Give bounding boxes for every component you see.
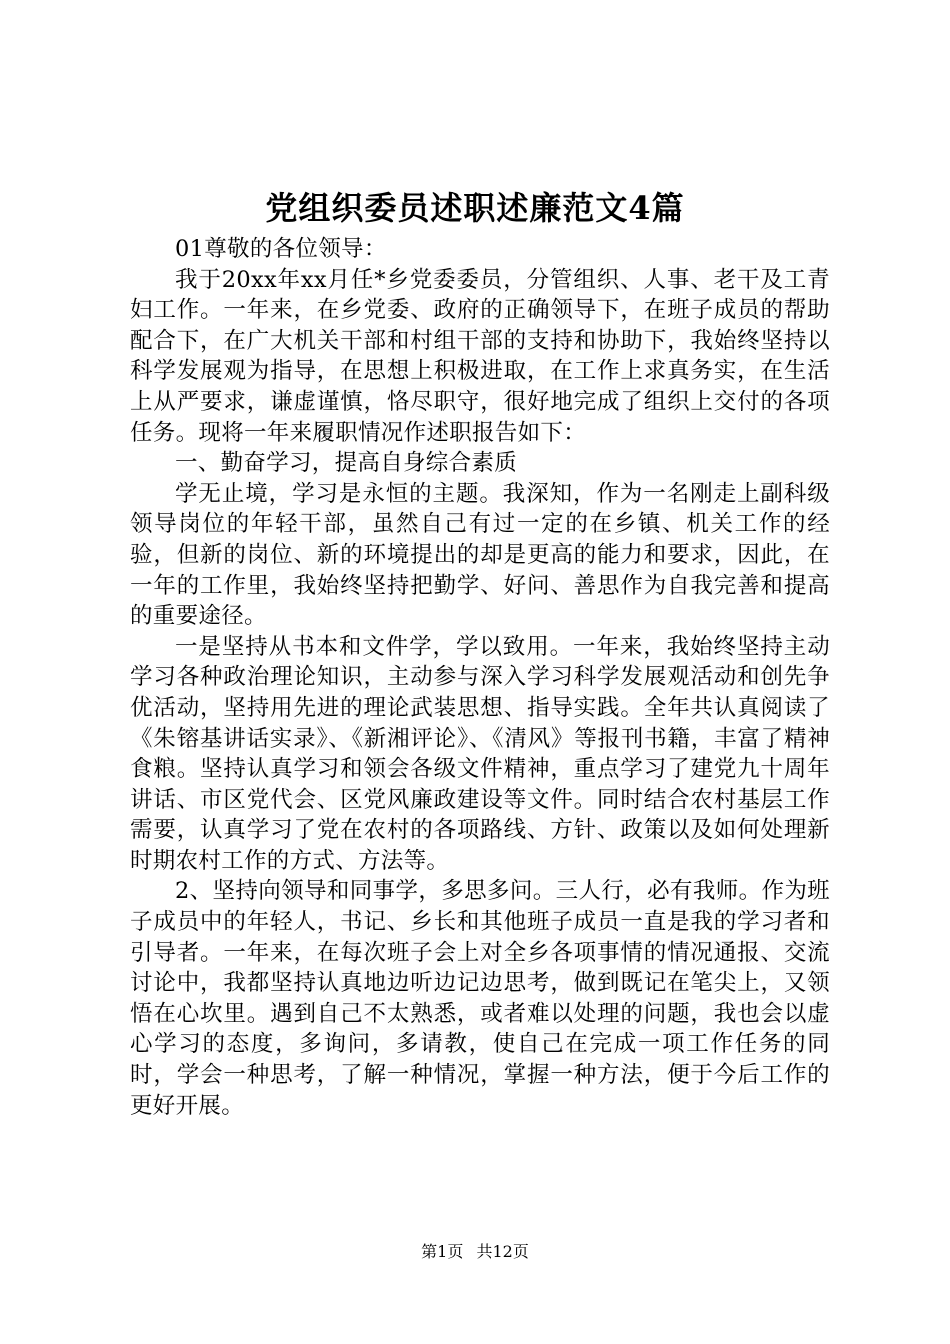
paragraph-intro: 我于20xx年xx月任*乡党委委员，分管组织、人事、老干及工青妇工作。一年来，在乡党委、政府的正确领导下，在班子成员的帮助配合下，在广大机关干部和村组干部的支持和协助下，我始终坚持以科学发展观为指导，在思想上积极进取，在工作上求真务实，在生活上从严要求，谦虚谨慎，恪尽职守，很好地完成了组织上交付的各项任务。现将一年来履职情况作述职报告如下： [130,266,830,446]
section-heading: 一、勤奋学习，提高自身综合素质 [175,450,518,477]
paragraph-study: 学无止境，学习是永恒的主题。我深知，作为一名刚走上副科级领导岗位的年轻干部，虽然自己有过一定的在乡镇、机关工作的经验，但新的岗位、新的环境提出的却是更高的能力和要求，因此，在一年的工作里，我始终坚持把勤学、好问、善思作为自我完善和提高的重要途径。 [130,480,830,630]
document-title: 党组织委员述职述廉范文4篇 [265,189,685,227]
page-footer [0,1240,950,1264]
page-number-total: 共12页 [476,1242,529,1261]
paragraph-books: 一是坚持从书本和文件学，学以致用。一年来，我始终坚持主动学习各种政治理论知识，主动参与深入学习科学发展观活动和创先争优活动，坚持用先进的理论武装思想、指导实践。全年共认真阅读了《朱镕基讲话实录》、《新湘评论》、《清风》等报刊书籍，丰富了精神食粮。坚持认真学习和领会各级文件精神，重点学习了建党九十周年讲话、市区党代会、区党风廉政建设等文件。同时结合农村基层工作需要，认真学习了党在农村的各项路线、方针、政策以及如何处理新时期农村工作的方式、方法等。 [130,633,830,874]
paragraph-salutation: 01尊敬的各位领导： [175,236,387,262]
page-number-current: 第1页 [421,1242,464,1261]
paragraph-colleagues: 2、坚持向领导和同事学，多思多问。三人行，必有我师。作为班子成员中的年轻人，书记、乡长和其他班子成员一直是我的学习者和引导者。一年来，在每次班子会上对全乡各项事情的情况通报、交流讨论中，我都坚持认真地边听边记边思考，做到既记在笔尖上，又领悟在心坎里。遇到自己不太熟悉，或者难以处理的问题，我也会以虚心学习的态度，多询问，多请教，使自己在完成一项工作任务的同时，学会一种思考，了解一种情况，掌握一种方法，便于今后工作的更好开展。 [130,878,830,1119]
document-body [130,234,830,1121]
